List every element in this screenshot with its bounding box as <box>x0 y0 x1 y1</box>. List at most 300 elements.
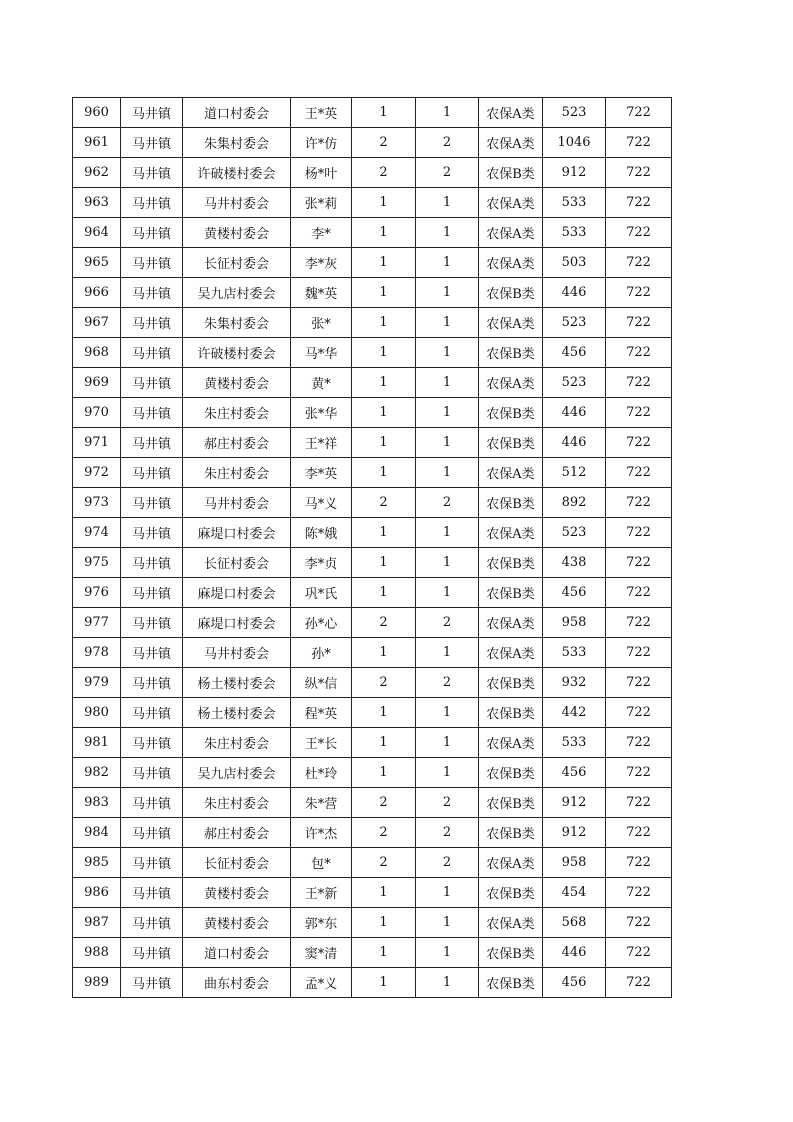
amount-cell: 512 <box>543 458 606 488</box>
table-row <box>73 908 672 938</box>
village-committee-cell: 麻堤口村委会 <box>183 578 291 608</box>
village-committee-cell: 朱庄村委会 <box>183 398 291 428</box>
serial-number-cell: 973 <box>73 488 121 518</box>
village-committee-cell: 朱庄村委会 <box>183 728 291 758</box>
town-cell: 马井镇 <box>121 278 183 308</box>
serial-number-cell: 985 <box>73 848 121 878</box>
insurance-category-cell: 农保A类 <box>479 638 543 668</box>
standard-cell: 722 <box>606 878 672 908</box>
name-cell: 马*义 <box>291 488 352 518</box>
standard-cell: 722 <box>606 278 672 308</box>
table-row <box>73 638 672 668</box>
household-count-cell: 1 <box>352 338 416 368</box>
household-count-cell: 1 <box>352 398 416 428</box>
town-cell: 马井镇 <box>121 908 183 938</box>
insurance-category-cell: 农保B类 <box>479 818 543 848</box>
standard-cell: 722 <box>606 848 672 878</box>
village-committee-cell: 长征村委会 <box>183 848 291 878</box>
insurance-category-cell: 农保B类 <box>479 698 543 728</box>
serial-number-cell: 969 <box>73 368 121 398</box>
village-committee-cell: 马井村委会 <box>183 188 291 218</box>
serial-number-cell: 962 <box>73 158 121 188</box>
table-row <box>73 188 672 218</box>
town-cell: 马井镇 <box>121 938 183 968</box>
town-cell: 马井镇 <box>121 698 183 728</box>
table-row <box>73 458 672 488</box>
insurance-category-cell: 农保A类 <box>479 908 543 938</box>
town-cell: 马井镇 <box>121 788 183 818</box>
table-row <box>73 698 672 728</box>
insurance-category-cell: 农保B类 <box>479 668 543 698</box>
serial-number-cell: 963 <box>73 188 121 218</box>
name-cell: 张*莉 <box>291 188 352 218</box>
insurance-category-cell: 农保B类 <box>479 548 543 578</box>
village-committee-cell: 黄楼村委会 <box>183 878 291 908</box>
serial-number-cell: 976 <box>73 578 121 608</box>
household-count-cell: 1 <box>352 878 416 908</box>
insurance-category-cell: 农保B类 <box>479 938 543 968</box>
relief-roster-table-container <box>72 97 671 998</box>
amount-cell: 1046 <box>543 128 606 158</box>
serial-number-cell: 970 <box>73 398 121 428</box>
household-count-cell: 1 <box>352 278 416 308</box>
name-cell: 许*杰 <box>291 818 352 848</box>
town-cell: 马井镇 <box>121 248 183 278</box>
name-cell: 李*英 <box>291 458 352 488</box>
town-cell: 马井镇 <box>121 188 183 218</box>
serial-number-cell: 983 <box>73 788 121 818</box>
village-committee-cell: 吴九店村委会 <box>183 278 291 308</box>
village-committee-cell: 黄楼村委会 <box>183 908 291 938</box>
town-cell: 马井镇 <box>121 488 183 518</box>
table-row <box>73 98 672 128</box>
serial-number-cell: 965 <box>73 248 121 278</box>
standard-cell: 722 <box>606 728 672 758</box>
household-count-cell: 1 <box>352 698 416 728</box>
amount-cell: 456 <box>543 338 606 368</box>
name-cell: 孙*心 <box>291 608 352 638</box>
name-cell: 许*仿 <box>291 128 352 158</box>
amount-cell: 454 <box>543 878 606 908</box>
town-cell: 马井镇 <box>121 968 183 998</box>
serial-number-cell: 982 <box>73 758 121 788</box>
table-row <box>73 818 672 848</box>
name-cell: 陈*娥 <box>291 518 352 548</box>
household-count-cell: 1 <box>352 428 416 458</box>
household-count-cell: 2 <box>352 848 416 878</box>
village-committee-cell: 麻堤口村委会 <box>183 608 291 638</box>
name-cell: 朱*营 <box>291 788 352 818</box>
serial-number-cell: 971 <box>73 428 121 458</box>
name-cell: 窦*清 <box>291 938 352 968</box>
table-row <box>73 938 672 968</box>
village-committee-cell: 朱庄村委会 <box>183 458 291 488</box>
amount-cell: 442 <box>543 698 606 728</box>
table-row <box>73 218 672 248</box>
household-count-cell: 1 <box>352 248 416 278</box>
household-count-cell: 1 <box>352 218 416 248</box>
household-count-cell: 1 <box>352 968 416 998</box>
person-count-cell: 1 <box>416 278 479 308</box>
serial-number-cell: 979 <box>73 668 121 698</box>
household-count-cell: 1 <box>352 908 416 938</box>
serial-number-cell: 964 <box>73 218 121 248</box>
standard-cell: 722 <box>606 218 672 248</box>
name-cell: 杨*叶 <box>291 158 352 188</box>
serial-number-cell: 975 <box>73 548 121 578</box>
person-count-cell: 1 <box>416 368 479 398</box>
name-cell: 孟*义 <box>291 968 352 998</box>
household-count-cell: 1 <box>352 578 416 608</box>
person-count-cell: 1 <box>416 518 479 548</box>
insurance-category-cell: 农保A类 <box>479 128 543 158</box>
town-cell: 马井镇 <box>121 458 183 488</box>
insurance-category-cell: 农保B类 <box>479 878 543 908</box>
person-count-cell: 2 <box>416 488 479 518</box>
town-cell: 马井镇 <box>121 218 183 248</box>
person-count-cell: 1 <box>416 968 479 998</box>
village-committee-cell: 杨土楼村委会 <box>183 668 291 698</box>
town-cell: 马井镇 <box>121 158 183 188</box>
serial-number-cell: 972 <box>73 458 121 488</box>
insurance-category-cell: 农保A类 <box>479 458 543 488</box>
person-count-cell: 1 <box>416 698 479 728</box>
amount-cell: 533 <box>543 638 606 668</box>
village-committee-cell: 吴九店村委会 <box>183 758 291 788</box>
insurance-category-cell: 农保B类 <box>479 968 543 998</box>
insurance-category-cell: 农保B类 <box>479 488 543 518</box>
name-cell: 李*灰 <box>291 248 352 278</box>
person-count-cell: 1 <box>416 428 479 458</box>
town-cell: 马井镇 <box>121 728 183 758</box>
insurance-category-cell: 农保B类 <box>479 398 543 428</box>
village-committee-cell: 朱庄村委会 <box>183 788 291 818</box>
insurance-category-cell: 农保A类 <box>479 188 543 218</box>
name-cell: 黄* <box>291 368 352 398</box>
serial-number-cell: 968 <box>73 338 121 368</box>
standard-cell: 722 <box>606 938 672 968</box>
amount-cell: 533 <box>543 188 606 218</box>
person-count-cell: 1 <box>416 248 479 278</box>
serial-number-cell: 974 <box>73 518 121 548</box>
standard-cell: 722 <box>606 758 672 788</box>
village-committee-cell: 许破楼村委会 <box>183 338 291 368</box>
serial-number-cell: 967 <box>73 308 121 338</box>
amount-cell: 912 <box>543 818 606 848</box>
amount-cell: 438 <box>543 548 606 578</box>
table-row <box>73 608 672 638</box>
village-committee-cell: 黄楼村委会 <box>183 218 291 248</box>
town-cell: 马井镇 <box>121 518 183 548</box>
table-row <box>73 128 672 158</box>
amount-cell: 523 <box>543 518 606 548</box>
household-count-cell: 1 <box>352 638 416 668</box>
town-cell: 马井镇 <box>121 368 183 398</box>
name-cell: 李* <box>291 218 352 248</box>
amount-cell: 533 <box>543 728 606 758</box>
table-row <box>73 488 672 518</box>
village-committee-cell: 许破楼村委会 <box>183 158 291 188</box>
household-count-cell: 1 <box>352 518 416 548</box>
name-cell: 郭*东 <box>291 908 352 938</box>
standard-cell: 722 <box>606 608 672 638</box>
serial-number-cell: 986 <box>73 878 121 908</box>
household-count-cell: 2 <box>352 788 416 818</box>
town-cell: 马井镇 <box>121 128 183 158</box>
household-count-cell: 1 <box>352 938 416 968</box>
village-committee-cell: 道口村委会 <box>183 98 291 128</box>
insurance-category-cell: 农保B类 <box>479 428 543 458</box>
standard-cell: 722 <box>606 668 672 698</box>
table-row <box>73 368 672 398</box>
person-count-cell: 2 <box>416 818 479 848</box>
village-committee-cell: 黄楼村委会 <box>183 368 291 398</box>
amount-cell: 456 <box>543 968 606 998</box>
insurance-category-cell: 农保B类 <box>479 788 543 818</box>
insurance-category-cell: 农保B类 <box>479 278 543 308</box>
table-row <box>73 788 672 818</box>
table-row <box>73 548 672 578</box>
town-cell: 马井镇 <box>121 668 183 698</box>
household-count-cell: 1 <box>352 758 416 788</box>
name-cell: 孙* <box>291 638 352 668</box>
person-count-cell: 1 <box>416 458 479 488</box>
name-cell: 魏*英 <box>291 278 352 308</box>
person-count-cell: 1 <box>416 98 479 128</box>
name-cell: 巩*氏 <box>291 578 352 608</box>
person-count-cell: 1 <box>416 308 479 338</box>
name-cell: 马*华 <box>291 338 352 368</box>
serial-number-cell: 966 <box>73 278 121 308</box>
table-row <box>73 758 672 788</box>
name-cell: 王*长 <box>291 728 352 758</box>
household-count-cell: 2 <box>352 608 416 638</box>
table-row <box>73 248 672 278</box>
person-count-cell: 1 <box>416 638 479 668</box>
amount-cell: 932 <box>543 668 606 698</box>
town-cell: 马井镇 <box>121 338 183 368</box>
household-count-cell: 1 <box>352 368 416 398</box>
table-row <box>73 728 672 758</box>
household-count-cell: 1 <box>352 458 416 488</box>
household-count-cell: 2 <box>352 488 416 518</box>
serial-number-cell: 988 <box>73 938 121 968</box>
table-row <box>73 848 672 878</box>
amount-cell: 912 <box>543 788 606 818</box>
table-row <box>73 338 672 368</box>
household-count-cell: 1 <box>352 98 416 128</box>
amount-cell: 958 <box>543 848 606 878</box>
person-count-cell: 2 <box>416 608 479 638</box>
standard-cell: 722 <box>606 788 672 818</box>
name-cell: 杜*玲 <box>291 758 352 788</box>
town-cell: 马井镇 <box>121 578 183 608</box>
person-count-cell: 1 <box>416 218 479 248</box>
standard-cell: 722 <box>606 338 672 368</box>
person-count-cell: 2 <box>416 158 479 188</box>
amount-cell: 523 <box>543 308 606 338</box>
person-count-cell: 1 <box>416 878 479 908</box>
insurance-category-cell: 农保A类 <box>479 518 543 548</box>
household-count-cell: 1 <box>352 188 416 218</box>
amount-cell: 446 <box>543 938 606 968</box>
town-cell: 马井镇 <box>121 548 183 578</box>
town-cell: 马井镇 <box>121 608 183 638</box>
person-count-cell: 1 <box>416 758 479 788</box>
town-cell: 马井镇 <box>121 308 183 338</box>
standard-cell: 722 <box>606 158 672 188</box>
town-cell: 马井镇 <box>121 428 183 458</box>
person-count-cell: 2 <box>416 848 479 878</box>
person-count-cell: 2 <box>416 788 479 818</box>
town-cell: 马井镇 <box>121 638 183 668</box>
amount-cell: 568 <box>543 908 606 938</box>
standard-cell: 722 <box>606 188 672 218</box>
person-count-cell: 1 <box>416 338 479 368</box>
amount-cell: 446 <box>543 398 606 428</box>
table-row <box>73 308 672 338</box>
insurance-category-cell: 农保B类 <box>479 758 543 788</box>
household-count-cell: 2 <box>352 818 416 848</box>
table-row <box>73 968 672 998</box>
village-committee-cell: 道口村委会 <box>183 938 291 968</box>
town-cell: 马井镇 <box>121 878 183 908</box>
town-cell: 马井镇 <box>121 848 183 878</box>
amount-cell: 446 <box>543 278 606 308</box>
standard-cell: 722 <box>606 98 672 128</box>
village-committee-cell: 朱集村委会 <box>183 308 291 338</box>
insurance-category-cell: 农保B类 <box>479 338 543 368</box>
name-cell: 李*贞 <box>291 548 352 578</box>
serial-number-cell: 977 <box>73 608 121 638</box>
village-committee-cell: 曲东村委会 <box>183 968 291 998</box>
name-cell: 纵*信 <box>291 668 352 698</box>
village-committee-cell: 朱集村委会 <box>183 128 291 158</box>
table-row <box>73 578 672 608</box>
insurance-category-cell: 农保A类 <box>479 218 543 248</box>
village-committee-cell: 长征村委会 <box>183 248 291 278</box>
standard-cell: 722 <box>606 128 672 158</box>
standard-cell: 722 <box>606 698 672 728</box>
standard-cell: 722 <box>606 908 672 938</box>
person-count-cell: 1 <box>416 938 479 968</box>
name-cell: 张* <box>291 308 352 338</box>
household-count-cell: 1 <box>352 728 416 758</box>
name-cell: 王*英 <box>291 98 352 128</box>
insurance-category-cell: 农保A类 <box>479 98 543 128</box>
standard-cell: 722 <box>606 518 672 548</box>
standard-cell: 722 <box>606 458 672 488</box>
name-cell: 王*新 <box>291 878 352 908</box>
insurance-category-cell: 农保A类 <box>479 308 543 338</box>
name-cell: 包* <box>291 848 352 878</box>
serial-number-cell: 978 <box>73 638 121 668</box>
name-cell: 张*华 <box>291 398 352 428</box>
person-count-cell: 1 <box>416 908 479 938</box>
person-count-cell: 2 <box>416 668 479 698</box>
amount-cell: 533 <box>543 218 606 248</box>
village-committee-cell: 马井村委会 <box>183 638 291 668</box>
insurance-category-cell: 农保A类 <box>479 608 543 638</box>
insurance-category-cell: 农保A类 <box>479 848 543 878</box>
table-row <box>73 398 672 428</box>
table-row <box>73 278 672 308</box>
amount-cell: 523 <box>543 368 606 398</box>
serial-number-cell: 961 <box>73 128 121 158</box>
standard-cell: 722 <box>606 578 672 608</box>
household-count-cell: 2 <box>352 158 416 188</box>
village-committee-cell: 郝庄村委会 <box>183 818 291 848</box>
table-row <box>73 428 672 458</box>
village-committee-cell: 长征村委会 <box>183 548 291 578</box>
table-row <box>73 518 672 548</box>
household-count-cell: 2 <box>352 128 416 158</box>
town-cell: 马井镇 <box>121 758 183 788</box>
standard-cell: 722 <box>606 638 672 668</box>
amount-cell: 503 <box>543 248 606 278</box>
serial-number-cell: 980 <box>73 698 121 728</box>
amount-cell: 958 <box>543 608 606 638</box>
amount-cell: 456 <box>543 758 606 788</box>
person-count-cell: 1 <box>416 728 479 758</box>
name-cell: 程*英 <box>291 698 352 728</box>
serial-number-cell: 989 <box>73 968 121 998</box>
person-count-cell: 1 <box>416 578 479 608</box>
relief-roster-table <box>72 97 672 998</box>
household-count-cell: 1 <box>352 548 416 578</box>
amount-cell: 456 <box>543 578 606 608</box>
person-count-cell: 1 <box>416 398 479 428</box>
table-row <box>73 668 672 698</box>
serial-number-cell: 960 <box>73 98 121 128</box>
standard-cell: 722 <box>606 398 672 428</box>
household-count-cell: 2 <box>352 668 416 698</box>
village-committee-cell: 杨土楼村委会 <box>183 698 291 728</box>
person-count-cell: 1 <box>416 548 479 578</box>
serial-number-cell: 981 <box>73 728 121 758</box>
town-cell: 马井镇 <box>121 818 183 848</box>
town-cell: 马井镇 <box>121 398 183 428</box>
insurance-category-cell: 农保B类 <box>479 578 543 608</box>
name-cell: 王*祥 <box>291 428 352 458</box>
village-committee-cell: 麻堤口村委会 <box>183 518 291 548</box>
table-row <box>73 158 672 188</box>
standard-cell: 722 <box>606 308 672 338</box>
amount-cell: 892 <box>543 488 606 518</box>
amount-cell: 446 <box>543 428 606 458</box>
insurance-category-cell: 农保A类 <box>479 368 543 398</box>
standard-cell: 722 <box>606 818 672 848</box>
standard-cell: 722 <box>606 968 672 998</box>
insurance-category-cell: 农保B类 <box>479 158 543 188</box>
person-count-cell: 1 <box>416 188 479 218</box>
insurance-category-cell: 农保A类 <box>479 248 543 278</box>
standard-cell: 722 <box>606 368 672 398</box>
person-count-cell: 2 <box>416 128 479 158</box>
serial-number-cell: 984 <box>73 818 121 848</box>
amount-cell: 912 <box>543 158 606 188</box>
standard-cell: 722 <box>606 548 672 578</box>
serial-number-cell: 987 <box>73 908 121 938</box>
amount-cell: 523 <box>543 98 606 128</box>
town-cell: 马井镇 <box>121 98 183 128</box>
insurance-category-cell: 农保A类 <box>479 728 543 758</box>
standard-cell: 722 <box>606 248 672 278</box>
table-row <box>73 878 672 908</box>
standard-cell: 722 <box>606 428 672 458</box>
village-committee-cell: 郝庄村委会 <box>183 428 291 458</box>
standard-cell: 722 <box>606 488 672 518</box>
